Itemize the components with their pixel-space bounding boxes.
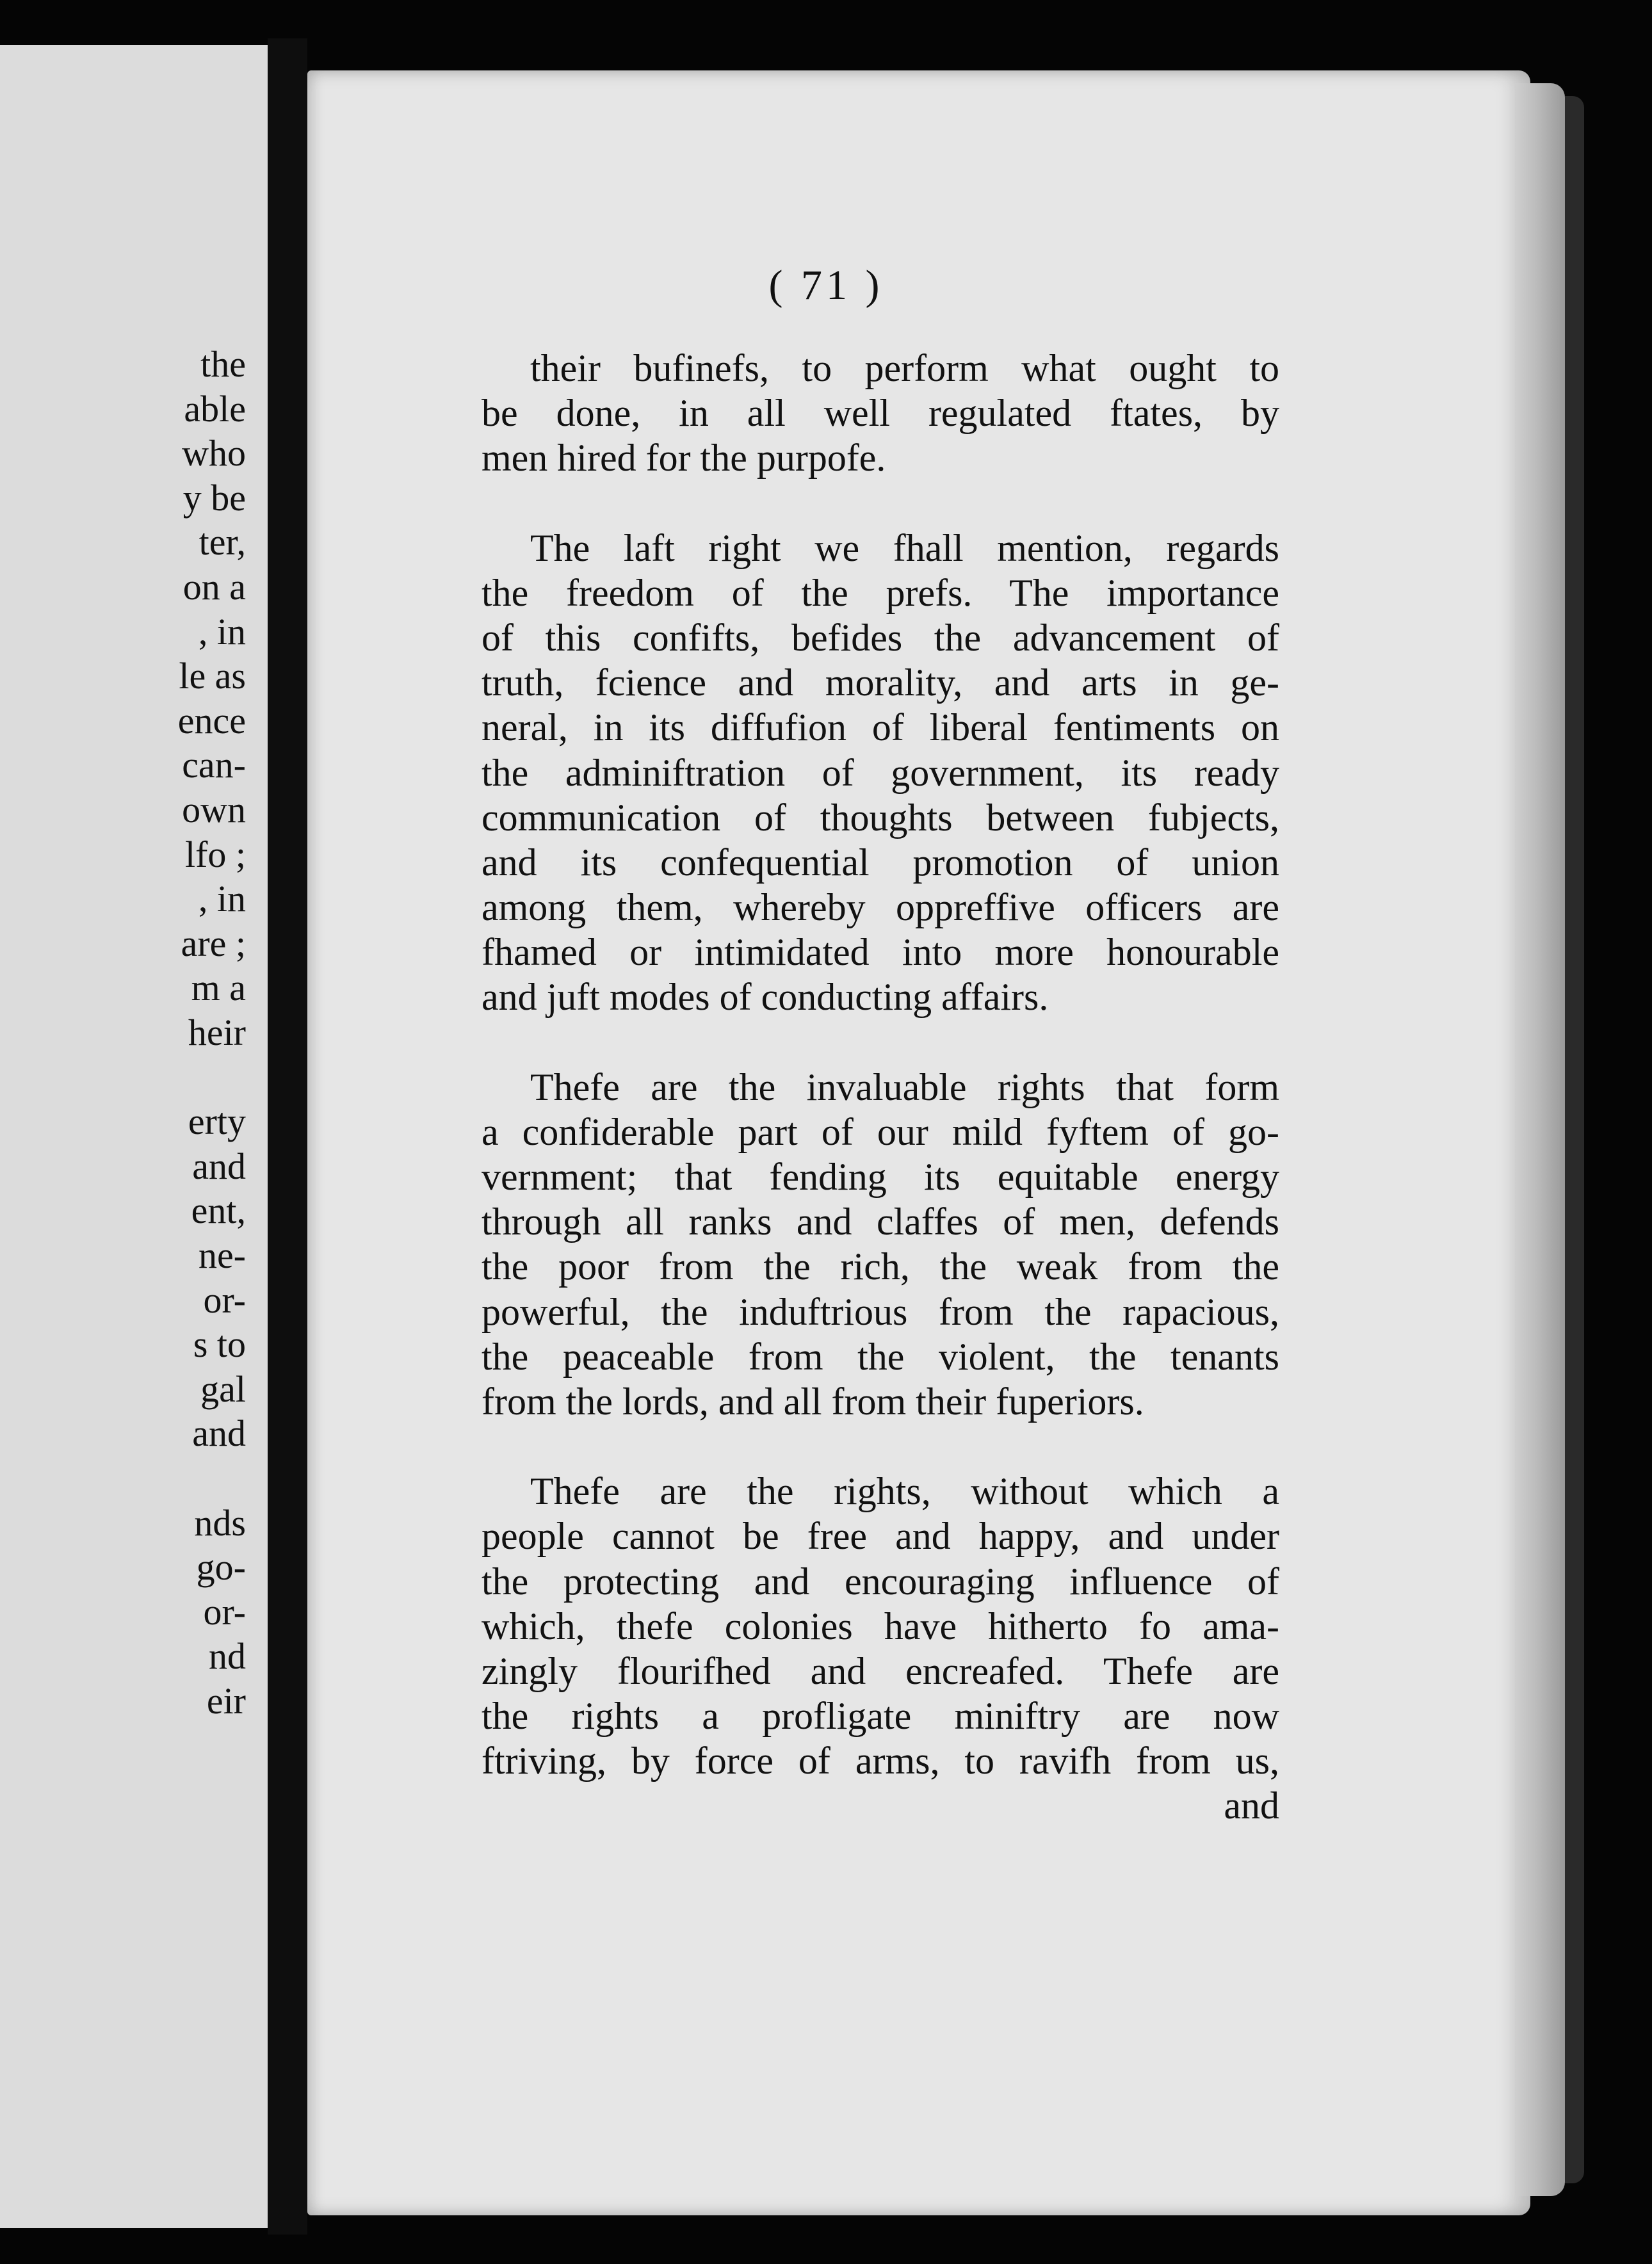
text-line: the peaceable from the violent, the tenants [482, 1335, 1279, 1378]
text-line: zingly flourifhed and encreafed. Thefe are [482, 1649, 1279, 1692]
previous-page-line: s to [193, 1323, 246, 1366]
paragraph [482, 1065, 1279, 1425]
text-line: through all ranks and claffes of men, defends [482, 1201, 1279, 1243]
text-line: and its confequential promotion of union [482, 841, 1279, 884]
text-line: among them, whereby oppreffive officers are [482, 886, 1279, 929]
text-line: the protecting and encouraging influence of [482, 1560, 1279, 1603]
previous-page-line: are ; [181, 922, 246, 964]
catchword: and [1224, 1784, 1279, 1827]
text-line: people cannot be free and happy, and under [482, 1515, 1279, 1558]
previous-page-line: nd [209, 1635, 246, 1678]
text-line: which, thefe colonies have hitherto fo ama- [482, 1605, 1279, 1647]
text-line: the poor from the rich, the weak from the [482, 1245, 1279, 1288]
text-line: the freedom of the prefs. The importance [482, 571, 1279, 614]
previous-page-line: or- [203, 1590, 246, 1633]
previous-page-line: or- [203, 1279, 246, 1321]
text-line: powerful, the induftrious from the rapacious, [482, 1290, 1279, 1333]
previous-page-line: and [192, 1412, 246, 1455]
text-line: communication of thoughts between fubjects, [482, 796, 1279, 839]
previous-page-line: heir [188, 1012, 246, 1053]
previous-page-line: own [182, 789, 246, 830]
previous-page-line: le as [179, 655, 246, 697]
text-line: vernment; that fending its equitable energy [482, 1156, 1279, 1198]
paragraph [482, 346, 1279, 481]
previous-page-line: who [182, 432, 246, 474]
text-line: the rights a profligate miniftry are now [482, 1695, 1279, 1738]
text-line: Thefe are the rights, without which a [530, 1470, 1279, 1513]
text-line: men hired for the purpofe. [482, 437, 886, 480]
page-edges [1515, 83, 1565, 2196]
page-number: ( 71 ) [768, 262, 884, 309]
text-line: The laft right we fhall mention, regards [530, 526, 1279, 569]
previous-page-line: and [192, 1145, 246, 1187]
previous-page-line: , in [198, 610, 246, 652]
text-line: the adminiftration of government, its ready [482, 751, 1279, 794]
previous-page-line: the [200, 343, 246, 385]
previous-page-line: m a [191, 967, 246, 1009]
previous-page-line: , in [198, 878, 246, 920]
previous-page-line: ter, [198, 521, 246, 563]
previous-page-fragment [0, 45, 271, 2228]
previous-page-line: go- [196, 1546, 246, 1589]
previous-page-line: ent, [191, 1190, 246, 1232]
previous-page-line: ne- [198, 1234, 246, 1276]
text-line: Thefe are the invaluable rights that form [530, 1065, 1279, 1108]
text-line: their bufinefs, to perform what ought to [530, 347, 1279, 389]
text-line: be done, in all well regulated ftates, by [482, 392, 1279, 435]
previous-page-line: gal [200, 1368, 246, 1410]
text-line: from the lords, and all from their fuperiors. [482, 1380, 1144, 1423]
previous-page-line: ence [177, 699, 246, 741]
previous-page-line: y be [182, 476, 246, 519]
book-gutter [268, 38, 307, 2235]
text-line: and juft modes of conducting affairs. [482, 976, 1049, 1019]
text-line: fhamed or intimidated into more honourable [482, 931, 1279, 974]
previous-page-line: on a [182, 566, 246, 608]
previous-page-line: lfo ; [184, 833, 246, 875]
paragraph [482, 526, 1279, 1020]
text-line: of this confifts, befides the advancement of [482, 616, 1279, 659]
text-line: a confiderable part of our mild fyftem of go- [482, 1110, 1279, 1153]
paragraph [482, 1469, 1279, 1783]
previous-page-line: erty [188, 1101, 246, 1143]
text-line: neral, in its diffufion of liberal fentiments on [482, 706, 1279, 749]
previous-page-line: eir [206, 1680, 246, 1722]
previous-page-line: can- [182, 744, 246, 786]
page-edge-shadow [1565, 96, 1584, 2183]
text-line: truth, fcience and morality, and arts in ge- [482, 661, 1279, 704]
previous-page-line: nds [194, 1501, 246, 1544]
previous-page-line: able [184, 387, 246, 430]
text-line: ftriving, by force of arms, to ravifh from us, [482, 1740, 1279, 1783]
body-text [482, 346, 1279, 1828]
